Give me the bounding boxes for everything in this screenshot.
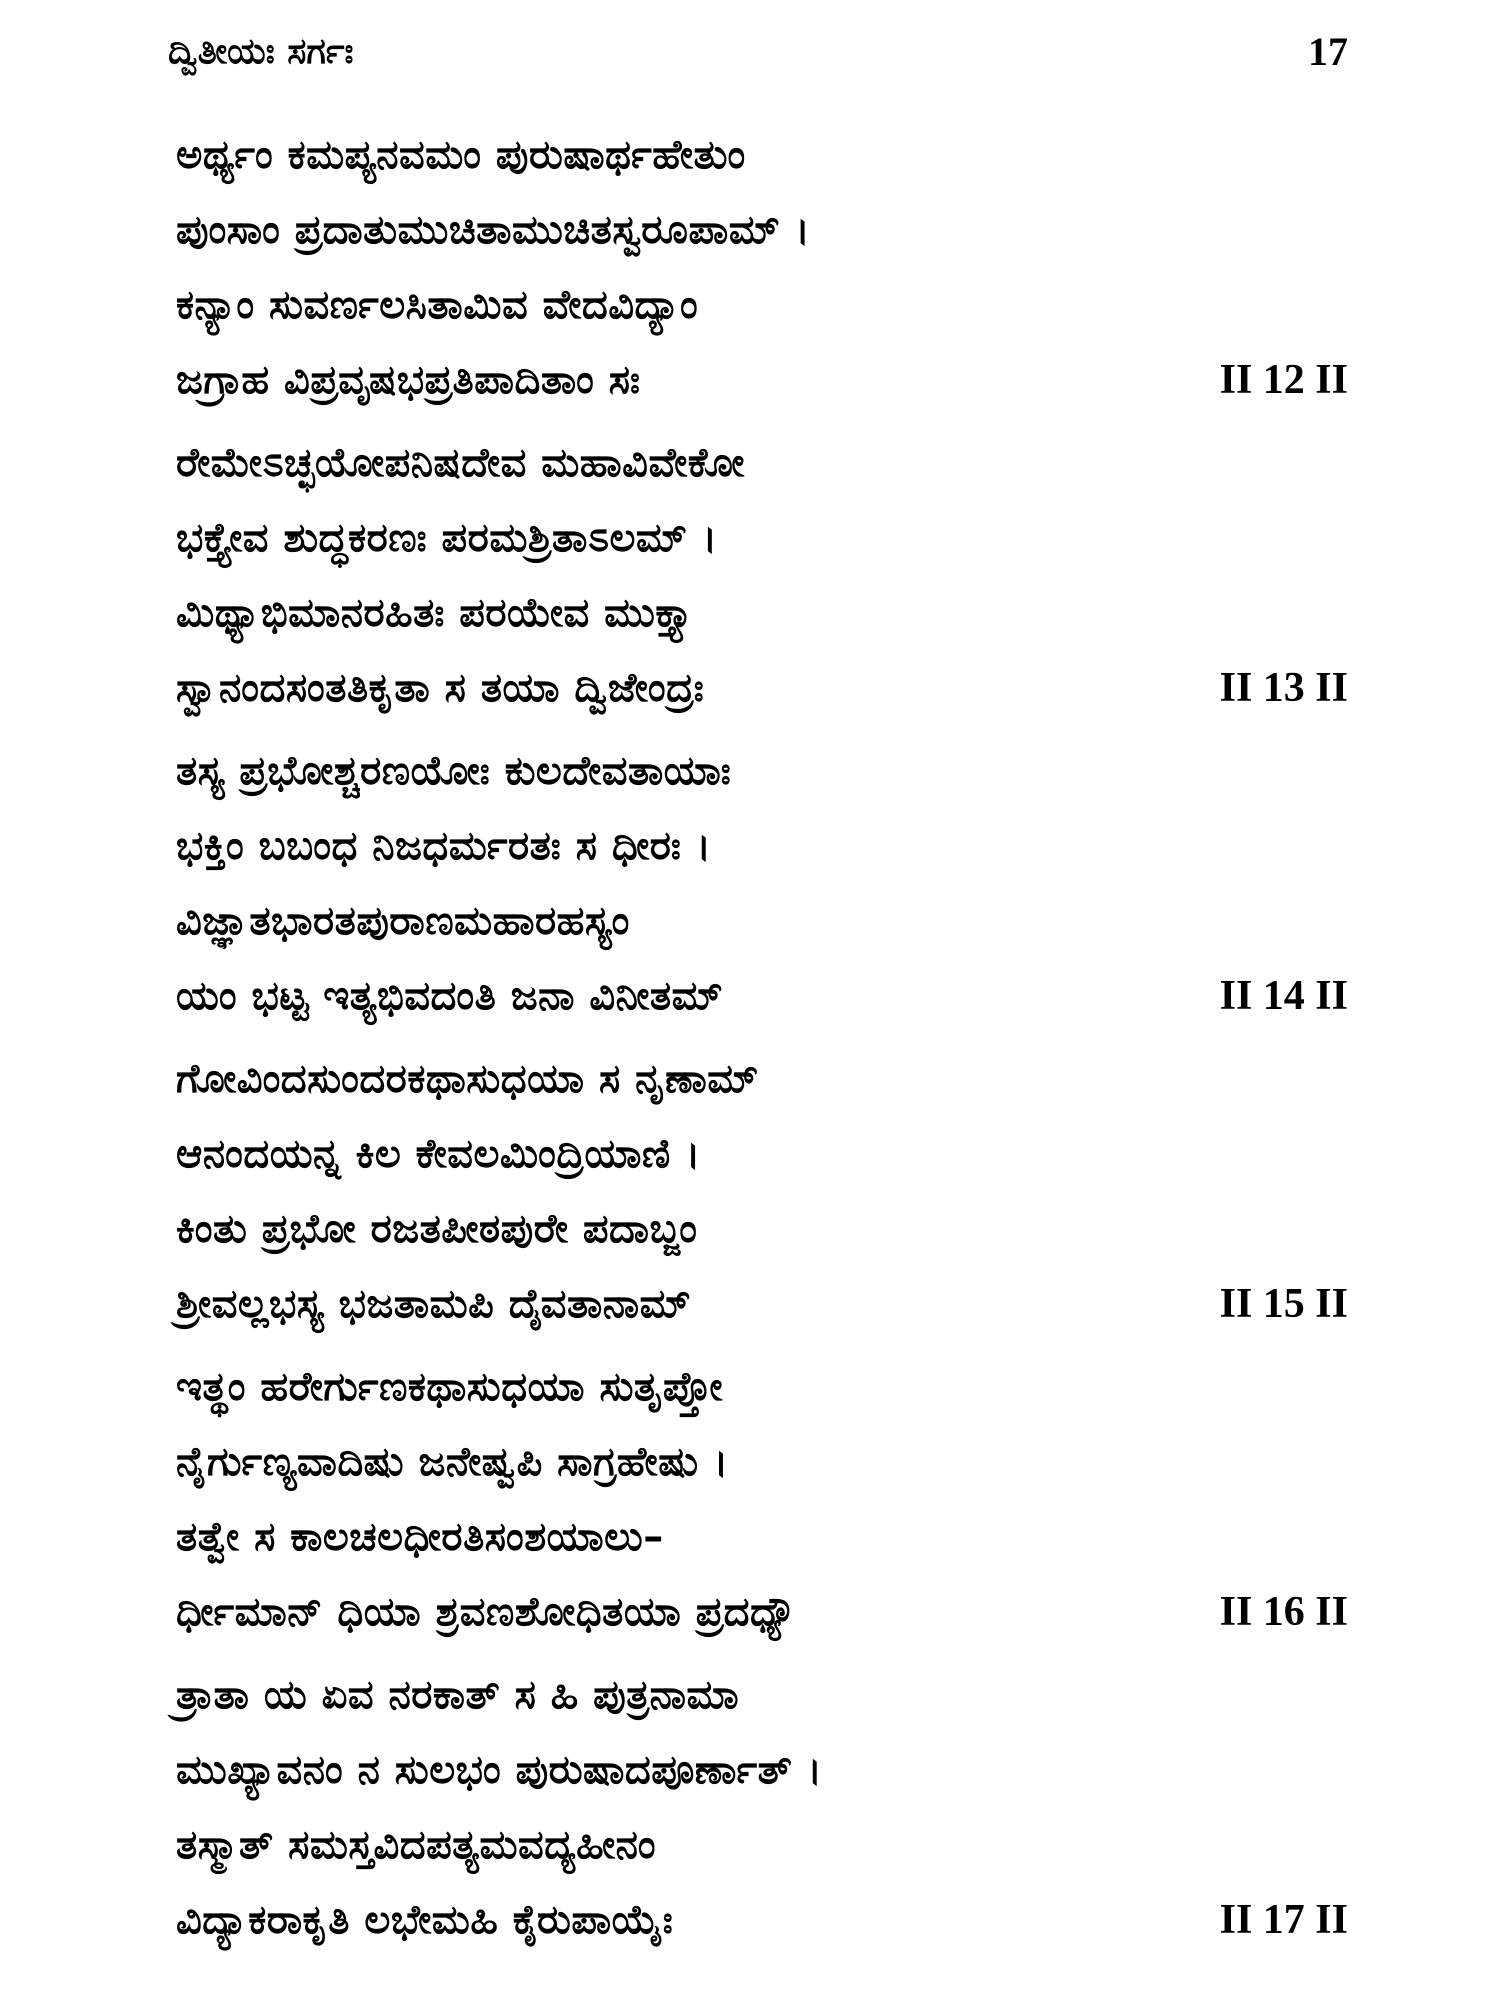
verse-16 (176, 1350, 1348, 1650)
verse-number: II 17 II (1219, 1897, 1348, 1943)
verse-line: ಇತ್ಥಂ ಹರೇರ್ಗುಣಕಥಾಸುಧಯಾ ಸುತೃಪ್ತೋ (176, 1364, 723, 1410)
verse-line: ಗೋವಿಂದಸುಂದರಕಥಾಸುಧಯಾ ಸ ನೃಣಾಮ್ (176, 1056, 759, 1102)
verse-line: ರ್ಧೀಮಾನ್ ಧಿಯಾ ಶ್ರವಣಶೋಧಿತಯಾ ಪ್ರದಧ್ಯೌ (176, 1589, 797, 1635)
verse-number: II 15 II (1219, 1281, 1348, 1327)
verse-line: ವಿಜ್ಞಾತಭಾರತಪುರಾಣಮಹಾರಹಸ್ಯಂ (176, 898, 630, 944)
verse-line: ಭಕ್ತ್ಯೇವ ಶುದ್ಧಕರಣಃ ಪರಮಶ್ರಿತಾಽಲಮ್ । (176, 515, 718, 561)
verse-line: ಮಿಥ್ಯಾಭಿಮಾನರಹಿತಃ ಪರಯೇವ ಮುಕ್ತ್ಯಾ (176, 590, 696, 636)
verse-line: ವಿದ್ಯಾಕರಾಕೃತಿ ಲಭೇಮಹಿ ಕೈರುಪಾಯೈಃ (176, 1897, 674, 1943)
page-header (168, 22, 1348, 82)
verse-line: ಜಗ್ರಾಹ ವಿಪ್ರವೃಷಭಪ್ರತಿಪಾದಿತಾಂ ಸಃ (176, 357, 641, 403)
verse-12 (176, 118, 1348, 418)
verse-line: ಯಂ ಭಟ್ಟ ಇತ್ಯಭಿವದಂತಿ ಜನಾ ವಿನೀತಮ್ (176, 973, 724, 1019)
verse-line: ತಸ್ಯ ಪ್ರಭೋಶ್ಚರಣಯೋಃ ಕುಲದೇವತಾಯಾಃ (176, 748, 732, 794)
verse-line: ಅರ್ಥ್ಯಂ ಕಮಪ್ಯನವಮಂ ಪುರುಷಾರ್ಥಹೇತುಂ (176, 132, 746, 178)
verse-line: ತತ್ವೇ ಸ ಕಾಲಚಲಧೀರತಿಸಂಶಯಾಲು– (176, 1514, 664, 1560)
verse-15 (176, 1042, 1348, 1342)
verse-line: ಸ್ವಾನಂದಸಂತತಿಕೃತಾ ಸ ತಯಾ ದ್ವಿಜೇಂದ್ರಃ (176, 665, 705, 711)
verse-17 (176, 1658, 1348, 1958)
verse-number: II 13 II (1219, 665, 1348, 711)
verse-line: ತಸ್ಮಾತ್ ಸಮಸ್ತವಿದಪತ್ಯಮವದ್ಯಹೀನಂ (176, 1822, 657, 1868)
verse-14 (176, 734, 1348, 1034)
verse-number: II 12 II (1219, 357, 1348, 403)
verse-line: ನೈರ್ಗುಣ್ಯವಾದಿಷು ಜನೇಷ್ವಪಿ ಸಾಗ್ರಹೇಷು । (176, 1439, 729, 1485)
verse-number: II 16 II (1219, 1589, 1348, 1635)
verse-line: ಕಿಂತು ಪ್ರಭೋ ರಜತಪೀಠಪುರೇ ಪದಾಬ್ಜಂ (176, 1206, 698, 1252)
verse-line: ಕನ್ಯಾಂ ಸುವರ್ಣಲಸಿತಾಮಿವ ವೇದವಿದ್ಯಾಂ (176, 282, 699, 328)
verse-13 (176, 426, 1348, 726)
verse-line: ಶ್ರೀವಲ್ಲಭಸ್ಯ ಭಜತಾಮಪಿ ದೈವತಾನಾಮ್ (176, 1281, 692, 1327)
running-title: ದ್ವಿತೀಯಃ ಸರ್ಗಃ (168, 31, 354, 72)
verse-line: ತ್ರಾತಾ ಯ ಏವ ನರಕಾತ್ ಸ ಹಿ ಪುತ್ರನಾಮಾ (176, 1672, 740, 1718)
verse-line: ಮುಖ್ಯಾವನಂ ನ ಸುಲಭಂ ಪುರುಷಾದಪೂರ್ಣಾತ್ । (176, 1747, 823, 1793)
verse-line: ಆನಂದಯನ್ನ ಕಿಲ ಕೇವಲಮಿಂದ್ರಿಯಾಣಿ । (176, 1131, 701, 1177)
verse-line: ಪುಂಸಾಂ ಪ್ರದಾತುಮುಚಿತಾಮುಚಿತಸ್ವರೂಪಾಮ್ । (176, 207, 811, 253)
page-number: 17 (1308, 29, 1348, 74)
verse-line: ಭಕ್ತಿಂ ಬಬಂಧ ನಿಜಧರ್ಮರತಃ ಸ ಧೀರಃ । (176, 823, 712, 869)
verse-line: ರೇಮೇಽಚ್ಛಯೋಪನಿಷದೇವ ಮಹಾವಿವೇಕೋ (176, 440, 745, 486)
verse-list (176, 118, 1348, 1966)
verse-number: II 14 II (1219, 973, 1348, 1019)
